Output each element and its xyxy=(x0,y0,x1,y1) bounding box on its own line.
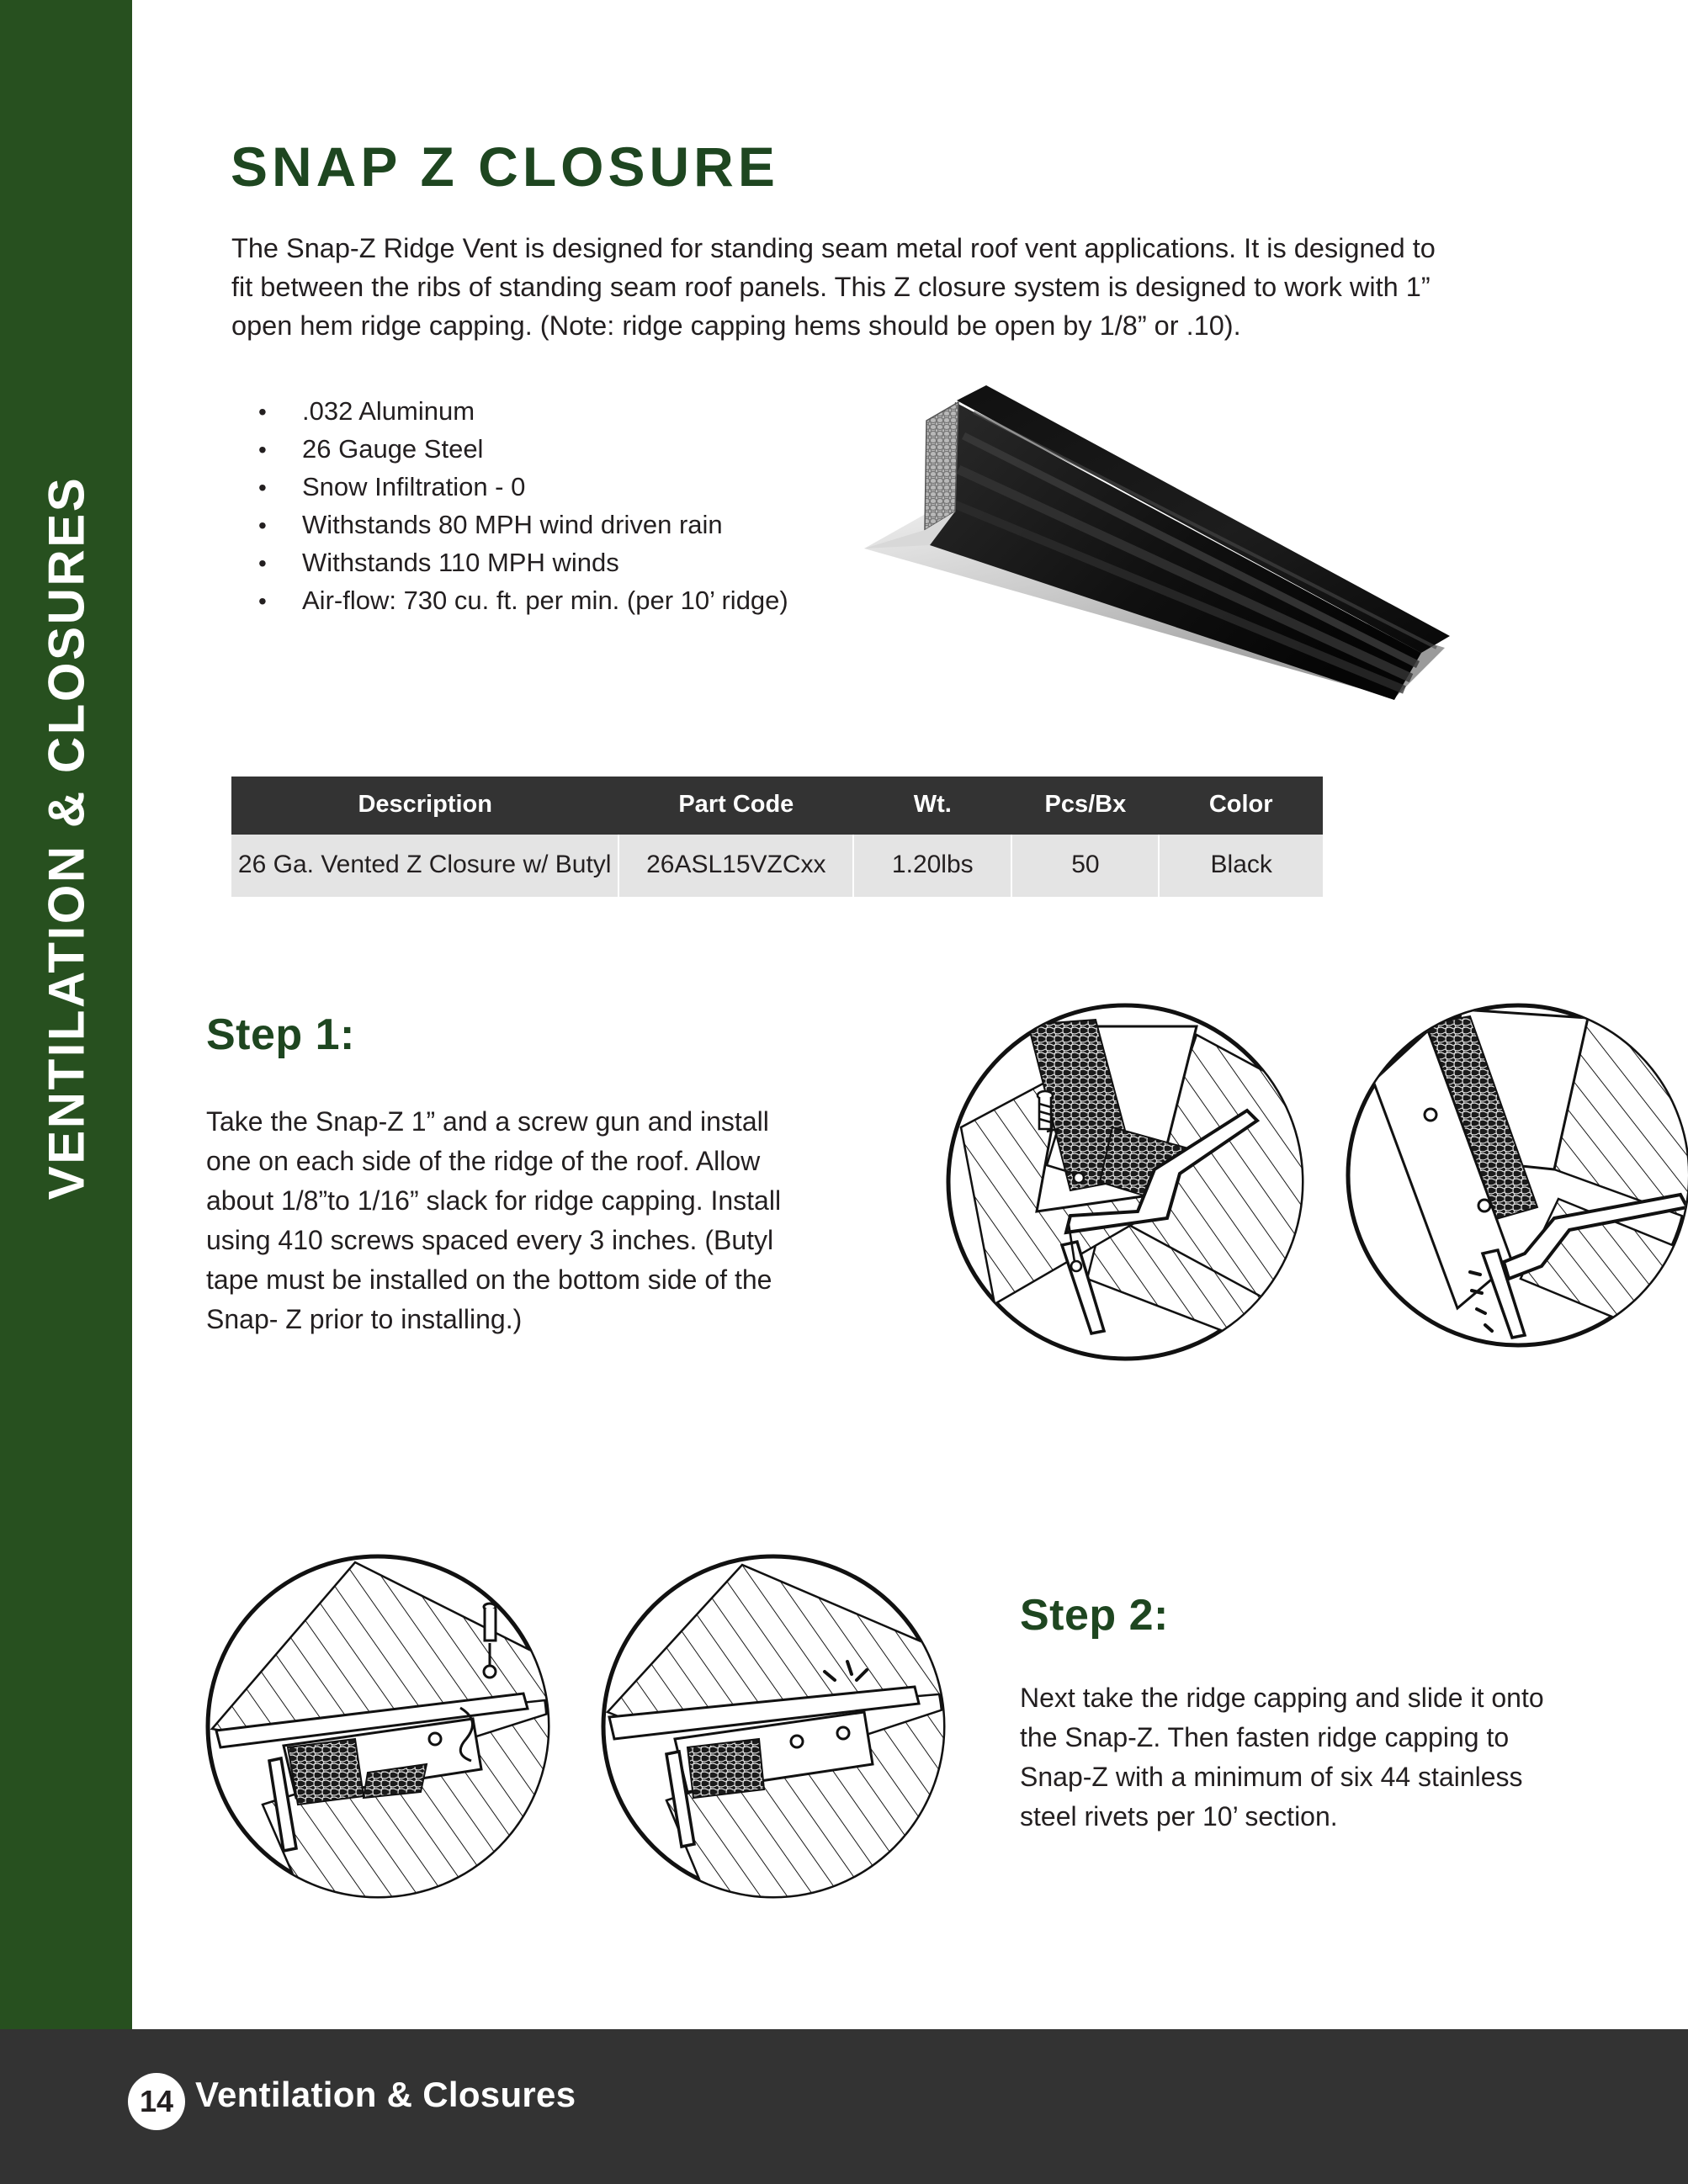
page-footer xyxy=(0,2029,1688,2184)
bullet-icon: • xyxy=(258,550,267,576)
column-header-part-code: Part Code xyxy=(618,777,853,835)
column-header-color: Color xyxy=(1159,777,1323,835)
bullet-icon: • xyxy=(258,512,267,538)
column-header-description: Description xyxy=(231,777,618,835)
main-content xyxy=(132,0,1688,2029)
ridge-closure-with-screw-illustration xyxy=(944,1001,1306,1363)
page-number-badge: 14 xyxy=(128,2073,185,2130)
sidebar-banner xyxy=(0,0,132,2029)
cell-pcs-bx: 50 xyxy=(1011,835,1159,897)
step-2-body: Next take the ridge capping and slide it onto the Snap-Z. Then fasten ridge capping to Snap-Z with a minimum of six 44 stainless steel rivets per 10’ section. xyxy=(1020,1683,1544,1831)
list-item-label: .032 Aluminum xyxy=(302,396,475,426)
cell-part-code: 26ASL15VZCxx xyxy=(618,835,853,897)
ridge-capping-slide-illustration xyxy=(204,1552,553,1901)
table-row xyxy=(231,835,1323,897)
bullet-icon: • xyxy=(258,588,267,614)
product-photo xyxy=(856,370,1462,715)
sidebar-section-label: VENTILATION & CLOSURES xyxy=(38,475,94,1201)
bullet-icon: • xyxy=(258,474,267,501)
list-item-label: Withstands 80 MPH wind driven rain xyxy=(302,510,723,539)
list-item-label: 26 Gauge Steel xyxy=(302,434,484,464)
list-item-label: Withstands 110 MPH winds xyxy=(302,548,619,577)
column-header-weight: Wt. xyxy=(853,777,1011,835)
step-1-heading: Step 1: xyxy=(206,1010,355,1059)
ridge-capping-riveted-illustration xyxy=(599,1552,948,1901)
page-title: SNAP Z CLOSURE xyxy=(231,135,779,198)
list-item-label: Air-flow: 730 cu. ft. per min. (per 10’ ridge) xyxy=(302,586,788,615)
list-item-label: Snow Infiltration - 0 xyxy=(302,472,526,501)
cell-description: 26 Ga. Vented Z Closure w/ Butyl xyxy=(231,835,618,897)
cell-color: Black xyxy=(1159,835,1323,897)
step-1-body: Take the Snap-Z 1” and a screw gun and install one on each side of the ridge of the roof. Allow about 1/8”to 1/16” slack for ridge capping. Install using 410 screws spaced every 3 inches. (Butyl tape must be installed on the bottom side of the Snap- Z prior to installing.) xyxy=(206,1106,782,1334)
footer-section-label: Ventilation & Closures xyxy=(195,2075,576,2114)
table-header-row xyxy=(231,777,1323,835)
column-header-pcs-bx: Pcs/Bx xyxy=(1011,777,1159,835)
intro-paragraph: The Snap-Z Ridge Vent is designed for standing seam metal roof vent applications. It is designed to fit between the ribs of standing seam roof panels. This Z closure system is designed to work with 1” open hem ridge capping. (Note: ridge capping hems should be open by 1/8” or .10). xyxy=(231,233,1436,341)
product-spec-table xyxy=(231,777,1323,897)
cell-weight: 1.20lbs xyxy=(853,835,1011,897)
step-2-heading: Step 2: xyxy=(1020,1591,1169,1640)
ridge-closure-fastened-illustration xyxy=(1344,1001,1688,1350)
bullet-icon: • xyxy=(258,399,267,425)
bullet-icon: • xyxy=(258,437,267,463)
